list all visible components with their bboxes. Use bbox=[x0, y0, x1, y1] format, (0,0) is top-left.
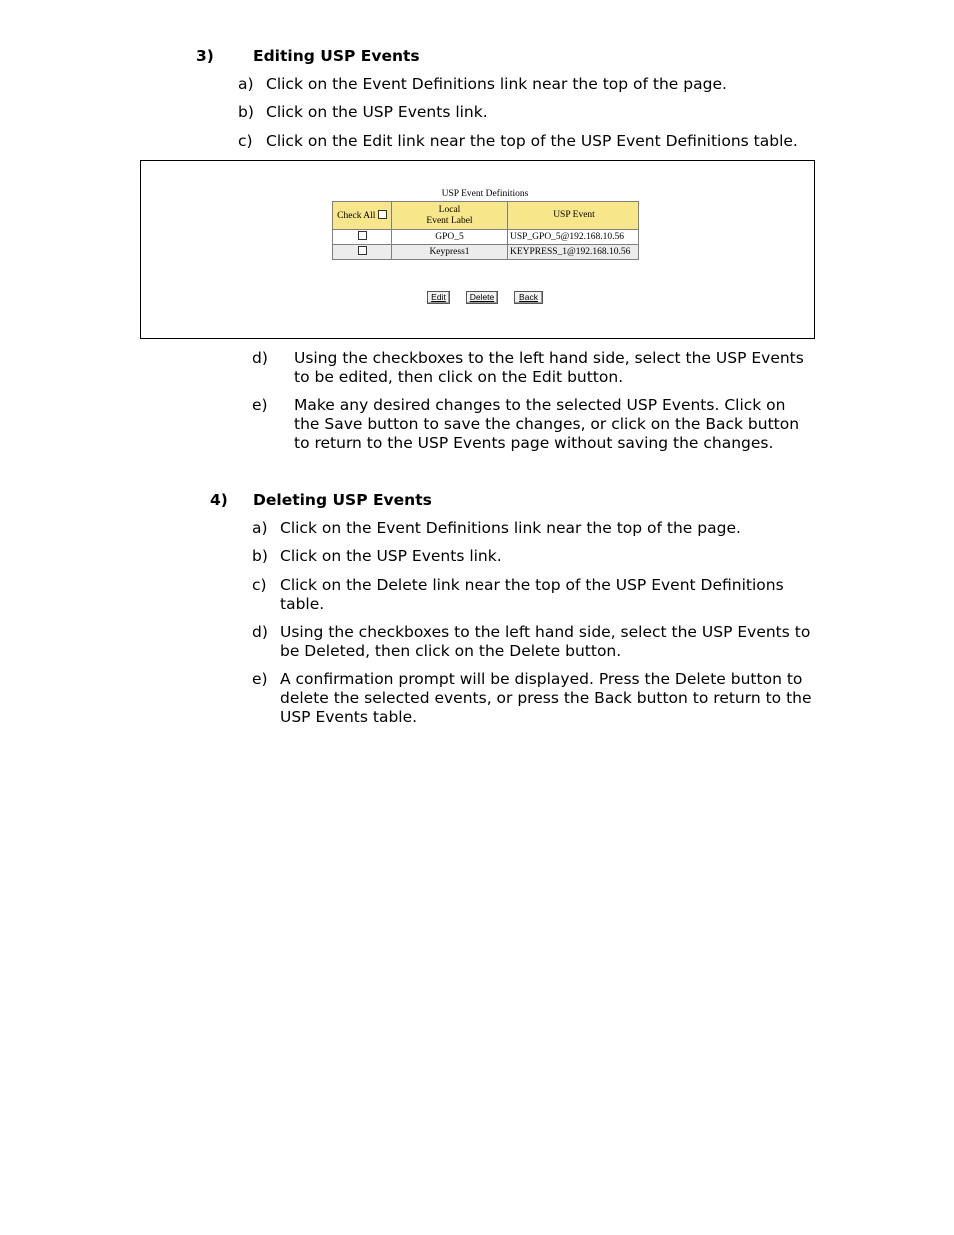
check-all-checkbox[interactable] bbox=[378, 210, 387, 219]
list-item bbox=[252, 519, 814, 538]
usp-event-header bbox=[508, 202, 639, 230]
step-marker: b) bbox=[238, 103, 254, 121]
header-line-2: Event Label bbox=[426, 215, 473, 226]
list-item bbox=[252, 547, 814, 566]
step-marker: a) bbox=[252, 519, 268, 537]
step-marker: e) bbox=[252, 396, 268, 414]
step-text: Click on the USP Events link. bbox=[280, 547, 502, 565]
table-row bbox=[333, 230, 639, 245]
section-number: 4) bbox=[210, 491, 228, 509]
list-item bbox=[238, 103, 838, 122]
step-marker: e) bbox=[252, 670, 268, 688]
local-label-cell: Keypress1 bbox=[392, 245, 508, 260]
list-item bbox=[252, 396, 814, 453]
usp-event-definitions-table bbox=[332, 201, 639, 260]
step-text: Click on the USP Events link. bbox=[266, 103, 488, 121]
step-text: Click on the Event Definitions link near the top of the page. bbox=[266, 75, 727, 93]
usp-event-cell: KEYPRESS_1@192.168.10.56 bbox=[508, 245, 639, 260]
step-marker: b) bbox=[252, 547, 268, 565]
step-marker: c) bbox=[252, 576, 267, 594]
local-event-label-header bbox=[392, 202, 508, 230]
step-text: Using the checkboxes to the left hand side, select the USP Events to be edited, then click on the Edit button. bbox=[294, 349, 804, 386]
list-item bbox=[238, 132, 858, 151]
list-item bbox=[252, 349, 814, 387]
section-title: Editing USP Events bbox=[253, 47, 420, 65]
row-select-cell bbox=[333, 245, 392, 260]
list-item bbox=[252, 623, 814, 661]
list-item bbox=[252, 576, 800, 614]
step-marker: c) bbox=[238, 132, 253, 150]
step-text: Click on the Edit link near the top of the USP Event Definitions table. bbox=[266, 132, 798, 150]
check-all-header bbox=[333, 202, 392, 230]
usp-event-cell: USP_GPO_5@192.168.10.56 bbox=[508, 230, 639, 245]
back-button[interactable]: Back bbox=[514, 291, 543, 304]
section-title: Deleting USP Events bbox=[253, 491, 432, 509]
row-checkbox[interactable] bbox=[358, 246, 367, 255]
step-text: Make any desired changes to the selected USP Events. Click on the Save button to save the changes, or click on the Back button to return to the USP Events page without saving the changes. bbox=[294, 396, 800, 452]
row-select-cell bbox=[333, 230, 392, 245]
section-number: 3) bbox=[196, 47, 214, 65]
delete-button[interactable]: Delete bbox=[466, 291, 498, 304]
step-text: Click on the Delete link near the top of the USP Event Definitions table. bbox=[280, 576, 784, 613]
check-all-label: Check All bbox=[337, 210, 376, 221]
step-marker: d) bbox=[252, 623, 268, 641]
list-item bbox=[238, 75, 838, 94]
table-row bbox=[333, 245, 639, 260]
step-text: Using the checkboxes to the left hand side, select the USP Events to be Deleted, then click on the Delete button. bbox=[280, 623, 811, 660]
list-item bbox=[252, 670, 818, 727]
header-line-1: Local bbox=[438, 204, 461, 215]
step-marker: d) bbox=[252, 349, 268, 367]
edit-button[interactable]: Edit bbox=[427, 291, 450, 304]
row-checkbox[interactable] bbox=[358, 231, 367, 240]
local-label-cell: GPO_5 bbox=[392, 230, 508, 245]
table-title: USP Event Definitions bbox=[441, 189, 529, 199]
header-label: USP Event bbox=[553, 210, 595, 220]
usp-event-definitions-screenshot bbox=[140, 160, 815, 339]
step-text: A confirmation prompt will be displayed. Press the Delete button to delete the selected events, or press the Back button to return to the USP Events table. bbox=[280, 670, 812, 726]
step-marker: a) bbox=[238, 75, 254, 93]
step-text: Click on the Event Definitions link near the top of the page. bbox=[280, 519, 741, 537]
